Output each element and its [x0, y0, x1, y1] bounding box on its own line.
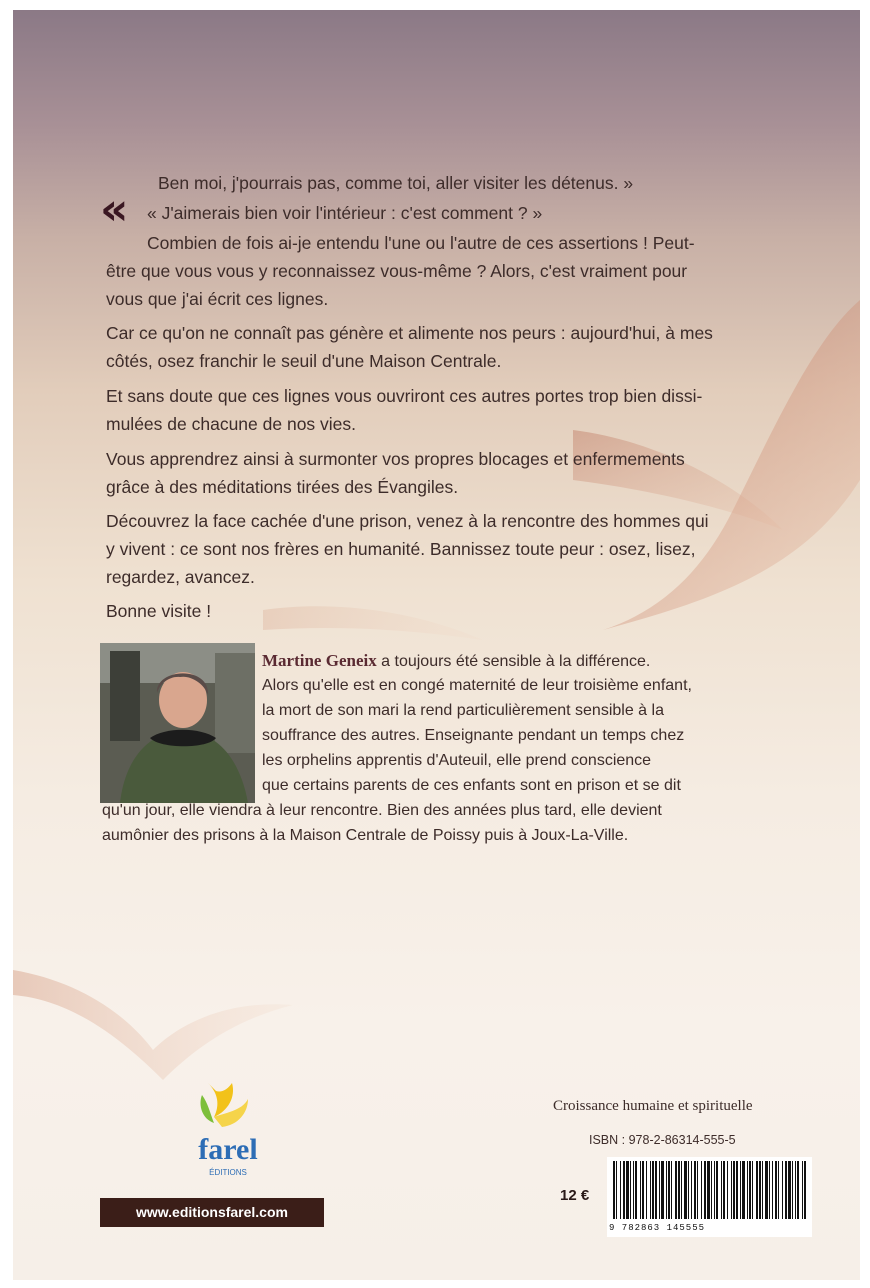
author-name: Martine Geneix: [262, 651, 377, 670]
author-photo: [100, 643, 255, 803]
bio-line-3: la mort de son mari la rend particulièrement sensible à la: [262, 702, 664, 719]
paragraph-1-line-1: Combien de fois ai-je entendu l'une ou l'autre de ces assertions ! Peut-: [147, 233, 695, 253]
barcode-bars: [607, 1157, 812, 1221]
bio-line-1-text: a toujours été sensible à la différence.: [376, 653, 651, 670]
paragraph-3-line-1: Et sans doute que ces lignes vous ouvriront ces autres portes trop bien dissi-: [106, 386, 703, 406]
barcode-digits: 9 782863 145555: [609, 1223, 706, 1233]
paragraph-3-line-2: mulées de chacune de nos vies.: [106, 414, 357, 434]
publisher-logo-wordmark: farel: [198, 1133, 258, 1166]
bio-line-5: les orphelins apprentis d'Auteuil, elle prend conscience: [262, 752, 652, 769]
paragraph-6: Bonne visite !: [106, 601, 212, 621]
opening-quote-mark: «: [100, 184, 123, 235]
bio-line-2: Alors qu'elle est en congé maternité de leur troisième enfant,: [262, 677, 692, 694]
paragraph-1-line-3: vous que j'ai écrit ces lignes.: [106, 289, 329, 309]
paragraph-2-line-2: côtés, osez franchir le seuil d'une Maison Centrale.: [106, 351, 502, 371]
paragraph-5-line-2: y vivent : ce sont nos frères en humanité. Bannissez toute peur : osez, lisez,: [106, 539, 696, 559]
quote-line-2: « J'aimerais bien voir l'intérieur : c'est comment ? »: [147, 203, 543, 223]
bio-line-6: que certains parents de ces enfants sont en prison et se dit: [262, 777, 681, 794]
book-back-cover: [13, 10, 860, 1280]
publisher-logo-subtext: ÉDITIONS: [209, 1168, 247, 1177]
paragraph-1-line-2: être que vous vous y reconnaissez vous-même ? Alors, c'est vraiment pour: [106, 261, 688, 281]
paragraph-5-line-3: regardez, avancez.: [106, 567, 255, 587]
quote-line-1: Ben moi, j'pourrais pas, comme toi, aller visiter les détenus. »: [158, 173, 634, 193]
bio-line-8: aumônier des prisons à la Maison Centrale de Poissy puis à Joux-La-Ville.: [102, 827, 629, 844]
publisher-website: www.editionsfarel.com: [100, 1198, 324, 1227]
price: 12 €: [560, 1187, 590, 1204]
paragraph-4-line-2: grâce à des méditations tirées des Évangiles.: [106, 477, 459, 497]
paragraph-4-line-1: Vous apprendrez ainsi à surmonter vos propres blocages et enfermements: [106, 449, 685, 469]
bio-line-4: souffrance des autres. Enseignante pendant un temps chez: [262, 727, 685, 744]
publisher-logo: [188, 1075, 268, 1185]
collection-name: Croissance humaine et spirituelle: [553, 1098, 753, 1114]
isbn: ISBN : 978-2-86314-555-5: [589, 1133, 736, 1147]
bio-line-7: qu'un jour, elle viendra à leur rencontre. Bien des années plus tard, elle devient: [102, 802, 662, 819]
bio-line-1: [262, 648, 650, 675]
paragraph-2-line-1: Car ce qu'on ne connaît pas génère et alimente nos peurs : aujourd'hui, à mes: [106, 323, 713, 343]
paragraph-5-line-1: Découvrez la face cachée d'une prison, venez à la rencontre des hommes qui: [106, 511, 709, 531]
